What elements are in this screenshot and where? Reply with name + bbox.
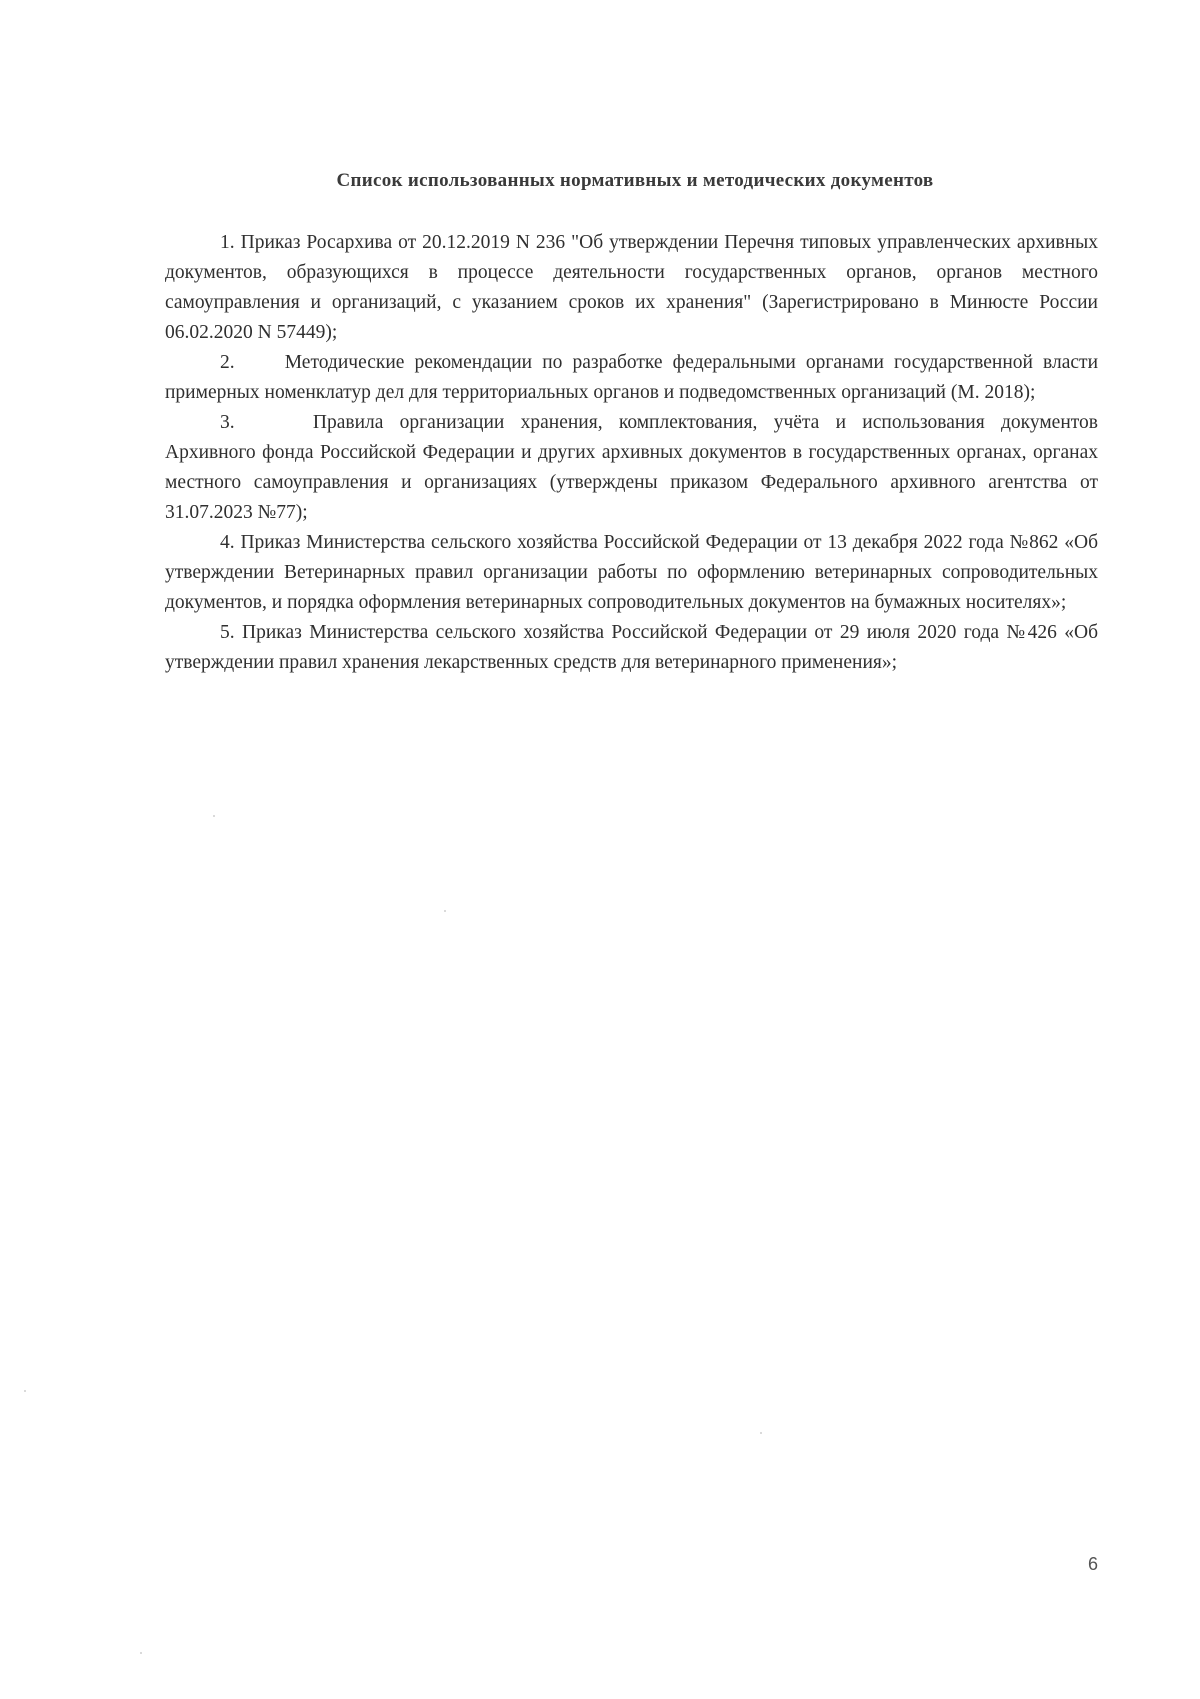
reference-text: Методические рекомендации по разработке федеральными органами государственной власти примерных номенклатур дел для территориальных органов и подведомственных организаций (М. 2018);	[165, 352, 1098, 403]
reference-item-1	[165, 228, 1098, 348]
scan-speck	[140, 1652, 142, 1654]
reference-item-3	[165, 408, 1098, 528]
document-title: Список использованных нормативных и методических документов	[336, 170, 934, 191]
scan-speck	[24, 1390, 26, 1392]
reference-number: 4.	[220, 532, 235, 553]
reference-number: 5.	[220, 622, 235, 643]
scan-speck	[760, 1432, 762, 1434]
reference-item-5	[165, 618, 1098, 678]
reference-list	[165, 228, 1098, 678]
reference-text: Приказ Росархива от 20.12.2019 N 236 "Об утверждении Перечня типовых управленческих архивных документов, образующихся в процессе деятельности государственных органов, органов местного самоуправления и организаций, с указанием сроков их хранения" (Зарегистрировано в Минюсте России 06.02.2020 N 57449);	[165, 232, 1098, 343]
scan-speck	[444, 910, 446, 912]
page-number: 6	[1088, 1554, 1099, 1574]
reference-text: Приказ Министерства сельского хозяйства Российской Федерации от 29 июля 2020 года №426 «Об утверждении правил хранения лекарственных средств для ветеринарного применения»;	[165, 622, 1098, 673]
reference-item-2	[165, 348, 1098, 408]
reference-text: Приказ Министерства сельского хозяйства Российской Федерации от 13 декабря 2022 года №862 «Об утверждении Ветеринарных правил организации работы по оформлению ветеринарных сопроводительных документов, и порядка оформления ветеринарных сопроводительных документов на бумажных носителях»;	[165, 532, 1098, 613]
reference-number: 3.	[220, 412, 235, 433]
reference-number: 2.	[220, 352, 235, 373]
scan-speck	[213, 815, 215, 817]
reference-item-4	[165, 528, 1098, 618]
reference-number: 1.	[220, 232, 235, 253]
reference-text: Правила организации хранения, комплектования, учёта и использования документов Архивного фонда Российской Федерации и других архивных документов в государственных органах, органах местного самоуправления и организациях (утверждены приказом Федерального архивного агентства от 31.07.2023 №77);	[165, 412, 1098, 523]
